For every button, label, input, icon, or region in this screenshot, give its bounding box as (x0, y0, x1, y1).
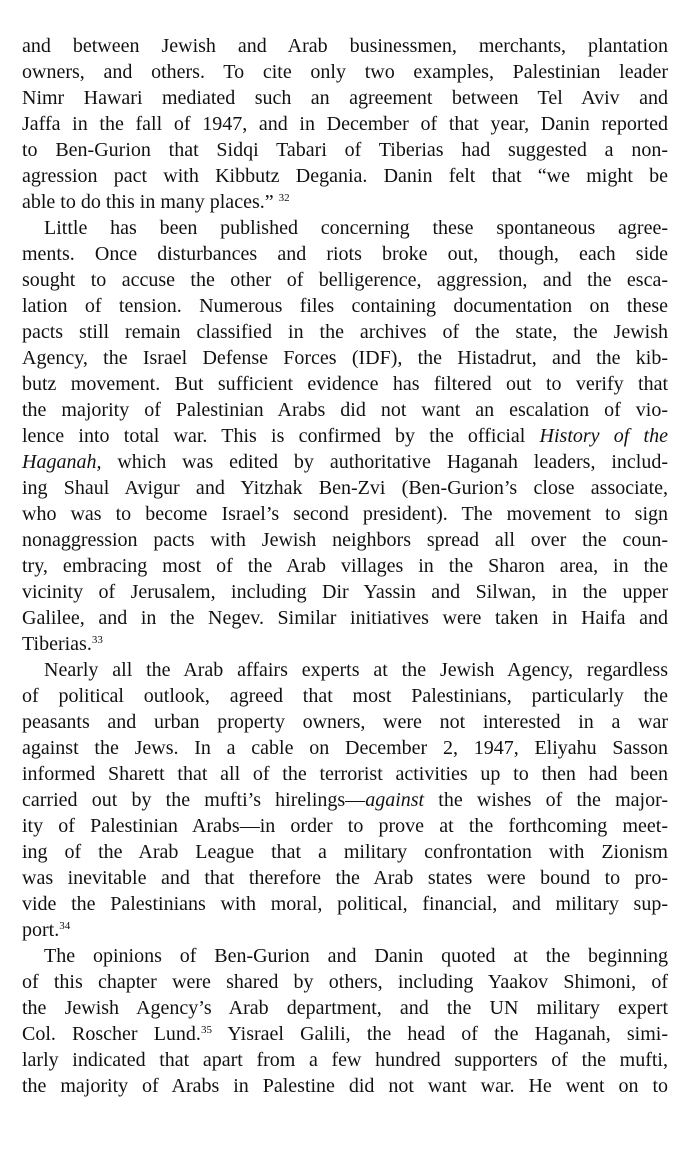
text-segment: Little has been published concerning these spontaneous agree- (44, 217, 668, 239)
text-segment: Yisrael Galili, the head of the Haganah, simi- (211, 1023, 668, 1045)
text-line-content (22, 995, 668, 1021)
text-line (22, 475, 668, 501)
text-line (22, 345, 668, 371)
text-line (22, 137, 668, 163)
text-line-content (22, 85, 668, 111)
text-line-content (22, 553, 668, 579)
text-line-content (22, 33, 668, 59)
text-line-content (22, 839, 668, 865)
text-segment: peasants and urban property owners, were not interested in a war (22, 711, 668, 733)
text-segment: informed Sharett that all of the terrorist activities up to then had been (22, 763, 668, 785)
text-segment: ments. Once disturbances and riots broke out, though, each side (22, 243, 668, 265)
text-line (22, 423, 668, 449)
text-line-content (22, 423, 668, 449)
text-line-content (22, 735, 668, 761)
text-segment: the majority of Palestinian Arabs did not want an escalation of vio- (22, 399, 668, 421)
text-line-content (22, 1021, 668, 1047)
text-line-content (22, 111, 668, 137)
text-line-content (22, 579, 668, 605)
text-segment: carried out by the mufti’s hirelings— (22, 789, 366, 811)
text-line-content (44, 657, 668, 683)
text-line-content (22, 137, 668, 163)
text-line (22, 579, 668, 605)
text-segment: lence into total war. This is confirmed by the official (22, 425, 540, 447)
text-line-content (22, 969, 668, 995)
text-line-content (22, 787, 668, 813)
text-line (22, 111, 668, 137)
text-line-content (22, 293, 668, 319)
text-line (22, 605, 668, 631)
text-line (22, 293, 668, 319)
text-segment: of political outlook, agreed that most Palestinians, particularly the (22, 685, 668, 707)
text-line-content (22, 761, 668, 787)
text-segment: to Ben-Gurion that Sidqi Tabari of Tiberias had suggested a non- (22, 139, 668, 161)
text-segment: vicinity of Jerusalem, including Dir Yassin and Silwan, in the upper (22, 581, 668, 603)
text-line-content (22, 813, 668, 839)
text-segment: agression pact with Kibbutz Degania. Danin felt that “we might be (22, 165, 668, 187)
text-line (22, 1021, 668, 1047)
text-line-content (22, 189, 668, 215)
text-segment: Col. Roscher Lund. (22, 1023, 201, 1045)
text-line-content (22, 59, 668, 85)
text-segment: was inevitable and that therefore the Arab states were bound to pro- (22, 867, 668, 889)
text-line-content (22, 501, 668, 527)
text-line (22, 995, 668, 1021)
text-segment: which was edited by authoritative Haganah leaders, includ- (101, 451, 668, 473)
text-line (22, 59, 668, 85)
text-line (22, 33, 668, 59)
text-line-content (22, 1073, 668, 1099)
text-line-content (22, 527, 668, 553)
text-segment: larly indicated that apart from a few hundred supporters of the mufti, (22, 1049, 668, 1071)
text-segment: sought to accuse the other of belligerence, aggression, and the esca- (22, 269, 668, 291)
text-line (22, 241, 668, 267)
text-line (22, 85, 668, 111)
footnote-marker: 33 (91, 634, 103, 646)
footnote-marker: 35 (200, 1024, 212, 1036)
text-line (22, 319, 668, 345)
text-line (22, 865, 668, 891)
text-segment: lation of tension. Numerous files containing documentation on these (22, 295, 668, 317)
text-segment: nonaggression pacts with Jewish neighbors spread all over the coun- (22, 529, 668, 551)
text-segment: who was to become Israel’s second president). The movement to sign (22, 503, 668, 525)
text-line (22, 163, 668, 189)
text-line (22, 917, 668, 943)
text-line-content (22, 397, 668, 423)
text-line (22, 553, 668, 579)
text-line-content (22, 917, 668, 943)
text-segment: ing of the Arab League that a military confrontation with Zionism (22, 841, 668, 863)
text-line-content (22, 241, 668, 267)
document-page (22, 33, 668, 1099)
text-line (22, 371, 668, 397)
text-segment: the wishes of the major- (424, 789, 668, 811)
footnote-marker: 34 (59, 920, 71, 932)
text-line-content (22, 709, 668, 735)
text-line-content (22, 631, 668, 657)
text-segment: ity of Palestinian Arabs—in order to prove at the forthcoming meet- (22, 815, 668, 837)
text-segment: The opinions of Ben-Gurion and Danin quoted at the beginning (44, 945, 668, 967)
text-line (22, 449, 668, 475)
text-line-content (22, 1047, 668, 1073)
text-line (22, 683, 668, 709)
text-line (22, 943, 668, 969)
text-line (22, 891, 668, 917)
text-line (22, 735, 668, 761)
text-segment: Nearly all the Arab affairs experts at the Jewish Agency, regardless (44, 659, 668, 681)
text-segment: the Jewish Agency’s Arab department, and the UN military expert (22, 997, 668, 1019)
text-segment: Jaffa in the fall of 1947, and in December of that year, Danin reported (22, 113, 668, 135)
text-line-content (22, 163, 668, 189)
text-line-content (22, 371, 668, 397)
text-segment: of this chapter were shared by others, including Yaakov Shimoni, of (22, 971, 668, 993)
text-segment: and between Jewish and Arab businessmen, merchants, plantation (22, 35, 668, 57)
text-segment: vide the Palestinians with moral, political, financial, and military sup- (22, 893, 668, 915)
text-line (22, 813, 668, 839)
text-segment: port. (22, 919, 60, 941)
text-line-content (22, 267, 668, 293)
text-line (22, 189, 668, 215)
text-line-content (22, 605, 668, 631)
text-segment: against the Jews. In a cable on December 2, 1947, Eliyahu Sasson (22, 737, 668, 759)
italic-text: Haganah, (22, 451, 102, 473)
text-segment: ing Shaul Avigur and Yitzhak Ben-Zvi (Ben-Gurion’s close associate, (22, 477, 668, 499)
text-line (22, 969, 668, 995)
text-segment: try, embracing most of the Arab villages in the Sharon area, in the (22, 555, 668, 577)
text-segment: Nimr Hawari mediated such an agreement between Tel Aviv and (22, 87, 668, 109)
text-line (22, 215, 668, 241)
text-segment: Galilee, and in the Negev. Similar initiatives were taken in Haifa and (22, 607, 668, 629)
text-line (22, 657, 668, 683)
text-line-content (22, 319, 668, 345)
text-line-content (44, 943, 668, 969)
text-segment: Agency, the Israel Defense Forces (IDF), the Histadrut, and the kib- (22, 347, 668, 369)
text-line (22, 1047, 668, 1073)
text-line-content (22, 475, 668, 501)
text-line-content (22, 683, 668, 709)
text-line (22, 761, 668, 787)
text-segment: butz movement. But sufficient evidence has filtered out to verify that (22, 373, 668, 395)
text-line (22, 397, 668, 423)
text-line (22, 839, 668, 865)
text-line-content (22, 865, 668, 891)
text-line (22, 709, 668, 735)
text-segment: owners, and others. To cite only two examples, Palestinian leader (22, 61, 668, 83)
text-line (22, 501, 668, 527)
text-line (22, 631, 668, 657)
text-line-content (22, 891, 668, 917)
italic-text: against (365, 789, 425, 811)
italic-text: History of the (539, 425, 668, 447)
text-line (22, 787, 668, 813)
text-segment: Tiberias. (22, 633, 92, 655)
text-segment: pacts still remain classified in the archives of the state, the Jewish (22, 321, 668, 343)
text-line-content (44, 215, 668, 241)
text-segment: able to do this in many places.” (22, 191, 279, 213)
text-segment: the majority of Arabs in Palestine did not want war. He went on to (22, 1075, 668, 1097)
text-line (22, 267, 668, 293)
text-line (22, 1073, 668, 1099)
text-line-content (22, 449, 668, 475)
footnote-marker: 32 (278, 192, 290, 204)
text-line (22, 527, 668, 553)
text-line-content (22, 345, 668, 371)
